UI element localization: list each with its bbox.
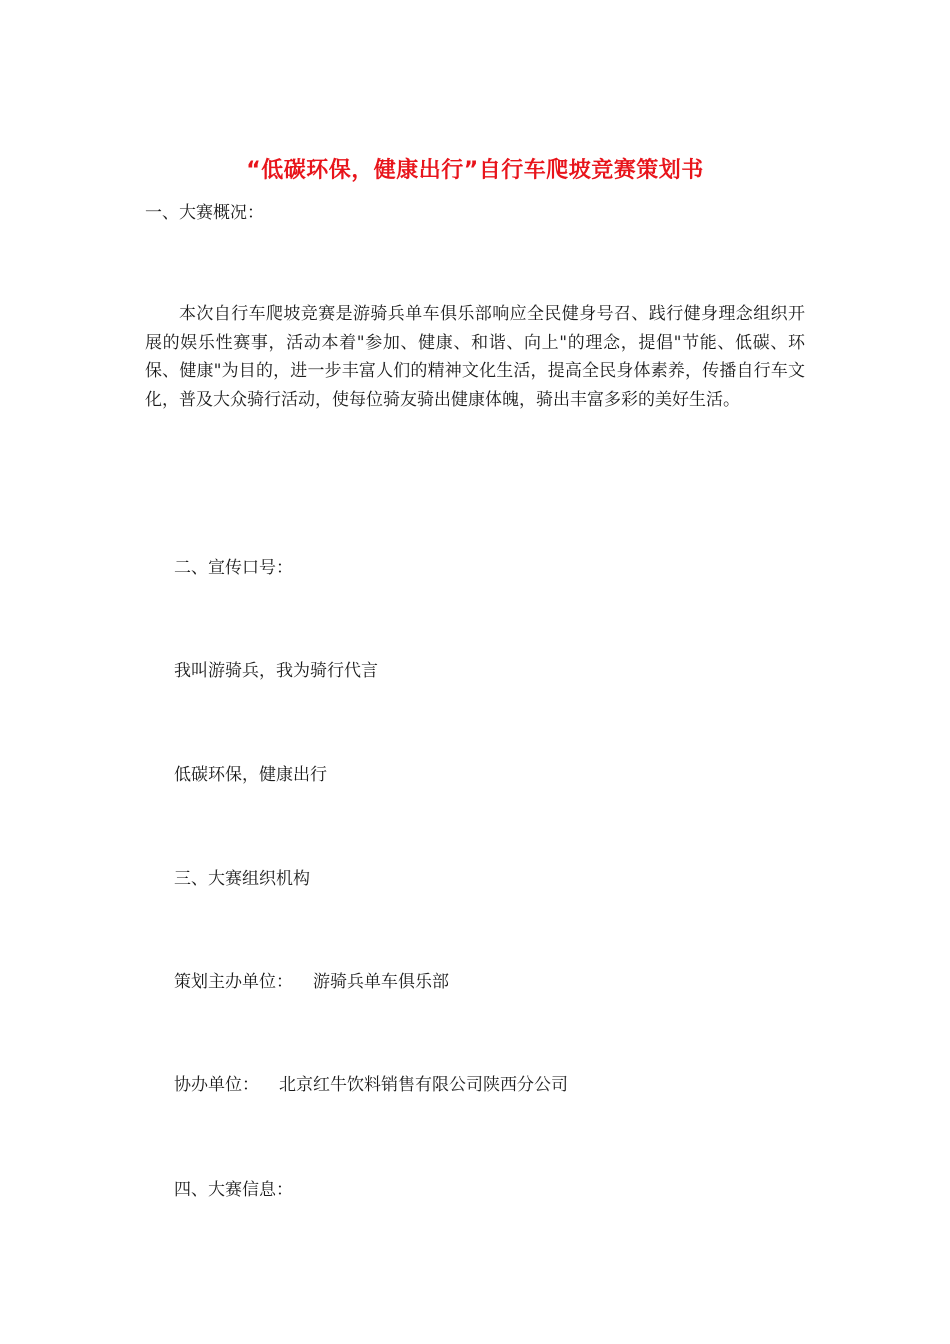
section-heading-slogan: 二、宣传口号： [174, 558, 293, 578]
slogan-line-2: 低碳环保，健康出行 [174, 765, 327, 785]
slogan-line-1: 我叫游骑兵，我为骑行代言 [174, 661, 378, 681]
co-organizer-row [174, 1072, 568, 1098]
overview-paragraph: 本次自行车爬坡竞赛是游骑兵单车俱乐部响应全民健身号召、践行健身理念组织开展的娱乐性赛事，活动本着"参加、健康、和谐、向上"的理念，提倡"节能、低碳、环保、健康"为目的，进一步丰富人们的精神文化生活，提高全民身体素养，传播自行车文化，普及大众骑行活动，使每位骑友骑出健康体魄，骑出丰富多彩的美好生活。 [145, 304, 805, 410]
document-title: “低碳环保，健康出行”自行车爬坡竞赛策划书 [246, 158, 704, 183]
organizer-value: 游骑兵单车俱乐部 [313, 972, 449, 992]
section-heading-overview: 一、大赛概况： [145, 203, 264, 223]
co-organizer-label: 协办单位： [174, 1075, 259, 1095]
section-heading-organization: 三、大赛组织机构 [174, 869, 310, 889]
section-heading-info: 四、大赛信息： [174, 1180, 293, 1200]
organizer-label: 策划主办单位： [174, 972, 293, 992]
organizer-row [174, 969, 449, 995]
co-organizer-value: 北京红牛饮料销售有限公司陕西分公司 [279, 1075, 568, 1095]
